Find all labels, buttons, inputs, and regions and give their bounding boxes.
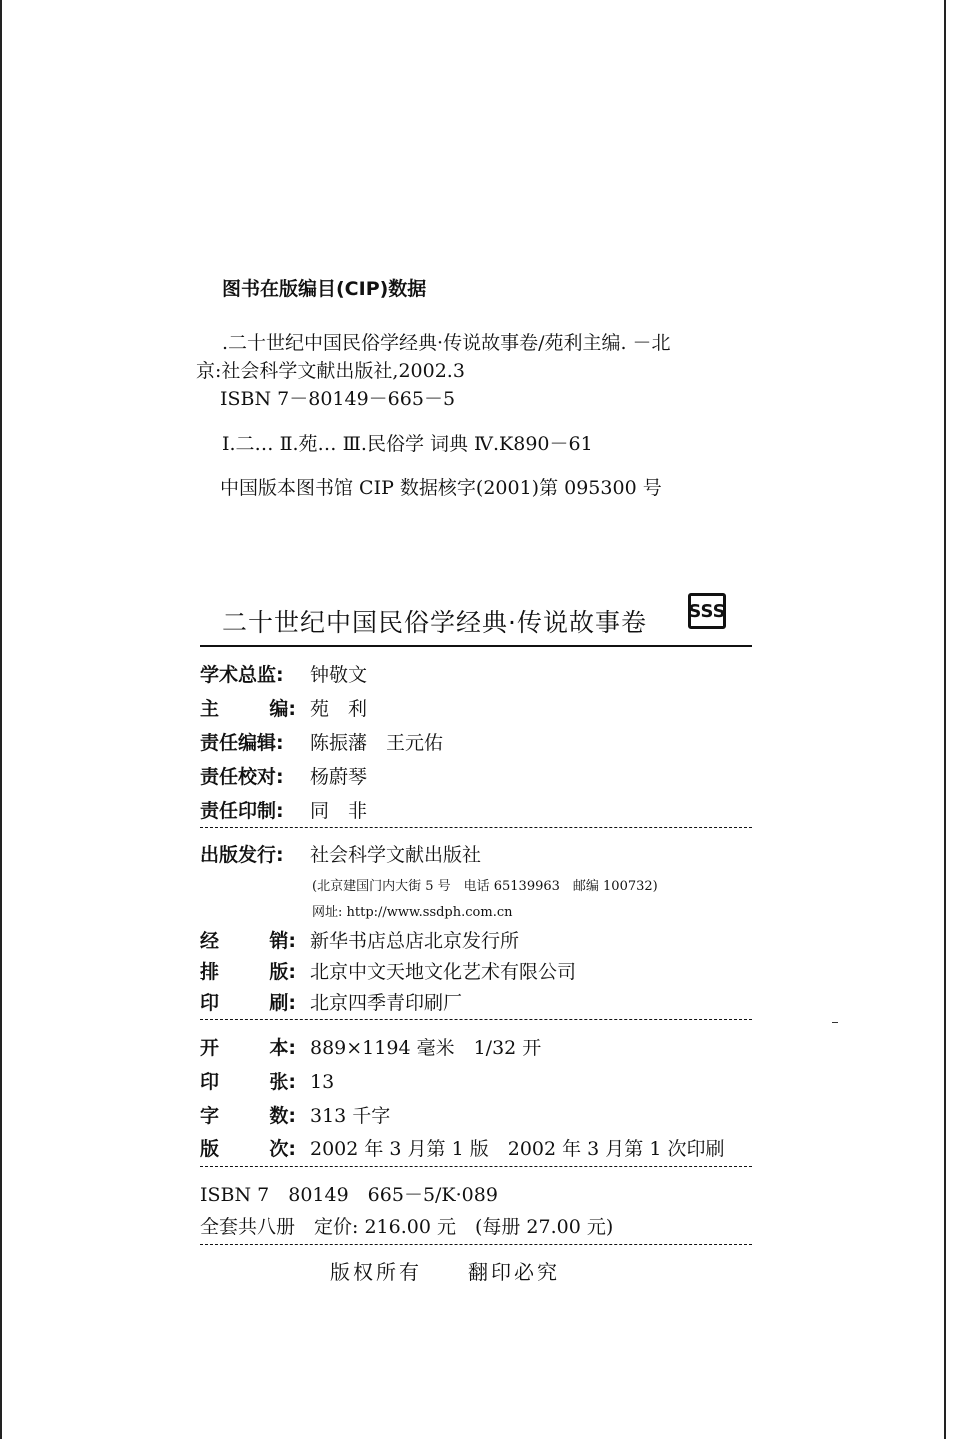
cip-record-number: 中国版本图书馆 CIP 数据核字(2001)第 095300 号 (220, 477, 662, 499)
credit-label: 责任编辑: (200, 732, 284, 754)
distribution-label-b: 版: (269, 961, 296, 983)
credit-value: 苑 利 (310, 698, 368, 720)
cip-isbn: ISBN 7－80149－665－5 (220, 388, 456, 410)
distribution-label-b: 销: (269, 930, 296, 952)
credit-value: 同 非 (310, 800, 368, 822)
distribution-value: 新华书店总店北京发行所 (310, 930, 520, 952)
spec-label-b: 本: (269, 1037, 296, 1059)
divider-2 (200, 1019, 752, 1020)
publisher-address: (北京建国门内大街 5 号 电话 65139963 邮编 100732) (312, 879, 658, 894)
distribution-row (200, 926, 519, 953)
spec-label-a: 版 (200, 1138, 220, 1160)
spec-label (200, 1101, 296, 1128)
publisher-row (200, 840, 481, 867)
distribution-row (200, 957, 576, 984)
credit-row (200, 728, 443, 755)
distribution-label (200, 988, 296, 1015)
distribution-label (200, 926, 296, 953)
divider-4 (200, 1244, 752, 1245)
cip-classification: Ⅰ.二… Ⅱ.苑… Ⅲ.民俗学 词典 Ⅳ.K890－61 (222, 433, 593, 455)
publisher-label: 出版发行: (200, 844, 284, 866)
credit-label-a: 主 (200, 698, 220, 720)
spec-label-a: 字 (200, 1105, 220, 1127)
spec-label-a: 开 (200, 1037, 220, 1059)
distribution-value: 北京中文天地文化艺术有限公司 (310, 961, 577, 983)
title-rule (200, 645, 752, 647)
cip-line-2: 京:社会科学文献出版社,2002.3 (196, 360, 465, 382)
credit-label: 责任校对: (200, 766, 284, 788)
publisher-website: 网址: http://www.ssdph.com.cn (312, 905, 513, 920)
credit-row (200, 660, 367, 687)
credit-row (200, 796, 367, 823)
distribution-label-a: 经 (200, 930, 220, 952)
publisher-logo: SSS (688, 593, 726, 629)
book-title: 二十世纪中国民俗学经典·传说故事卷 (222, 608, 647, 637)
cip-line-1: .二十世纪中国民俗学经典·传说故事卷/苑利主编. －北 (222, 332, 671, 354)
distribution-label-a: 印 (200, 992, 220, 1014)
credit-label: 责任印制: (200, 800, 284, 822)
spec-row (200, 1033, 541, 1060)
publisher-name: 社会科学文献出版社 (310, 844, 482, 866)
spec-label-b: 次: (269, 1138, 296, 1160)
spec-row (200, 1134, 724, 1161)
divider-1 (200, 827, 752, 828)
divider-3 (200, 1166, 752, 1167)
credit-value: 杨蔚琴 (310, 766, 368, 788)
spec-value: 13 (310, 1071, 335, 1093)
copyright-notice: 版权所有 翻印必究 (330, 1260, 560, 1284)
spec-value: 313 千字 (310, 1105, 391, 1127)
spec-row (200, 1067, 334, 1094)
distribution-row (200, 988, 462, 1015)
credit-value: 陈振藩 王元佑 (310, 732, 444, 754)
spec-label-b: 张: (269, 1071, 296, 1093)
distribution-label-b: 刷: (269, 992, 296, 1014)
spec-label (200, 1134, 296, 1161)
spec-label (200, 1067, 296, 1094)
credit-row (200, 762, 367, 789)
spec-label (200, 1033, 296, 1060)
credit-label (200, 694, 296, 721)
distribution-value: 北京四季青印刷厂 (310, 992, 463, 1014)
spec-label-a: 印 (200, 1071, 220, 1093)
distribution-label (200, 957, 296, 984)
scan-mark (832, 1022, 838, 1023)
isbn-full: ISBN 7 80149 665－5/K·089 (200, 1184, 498, 1206)
spec-row (200, 1101, 390, 1128)
credit-value: 钟敬文 (310, 664, 368, 686)
credit-row (200, 694, 367, 721)
credit-label-b: 编: (269, 698, 296, 720)
spec-value: 2002 年 3 月第 1 版 2002 年 3 月第 1 次印刷 (310, 1138, 725, 1160)
spec-label-b: 数: (269, 1105, 296, 1127)
price-line: 全套共八册 定价: 216.00 元 (每册 27.00 元) (200, 1216, 614, 1238)
credit-label: 学术总监: (200, 664, 284, 686)
cip-heading: 图书在版编目(CIP)数据 (222, 278, 427, 300)
distribution-label-a: 排 (200, 961, 220, 983)
spec-value: 889×1194 毫米 1/32 开 (310, 1037, 542, 1059)
